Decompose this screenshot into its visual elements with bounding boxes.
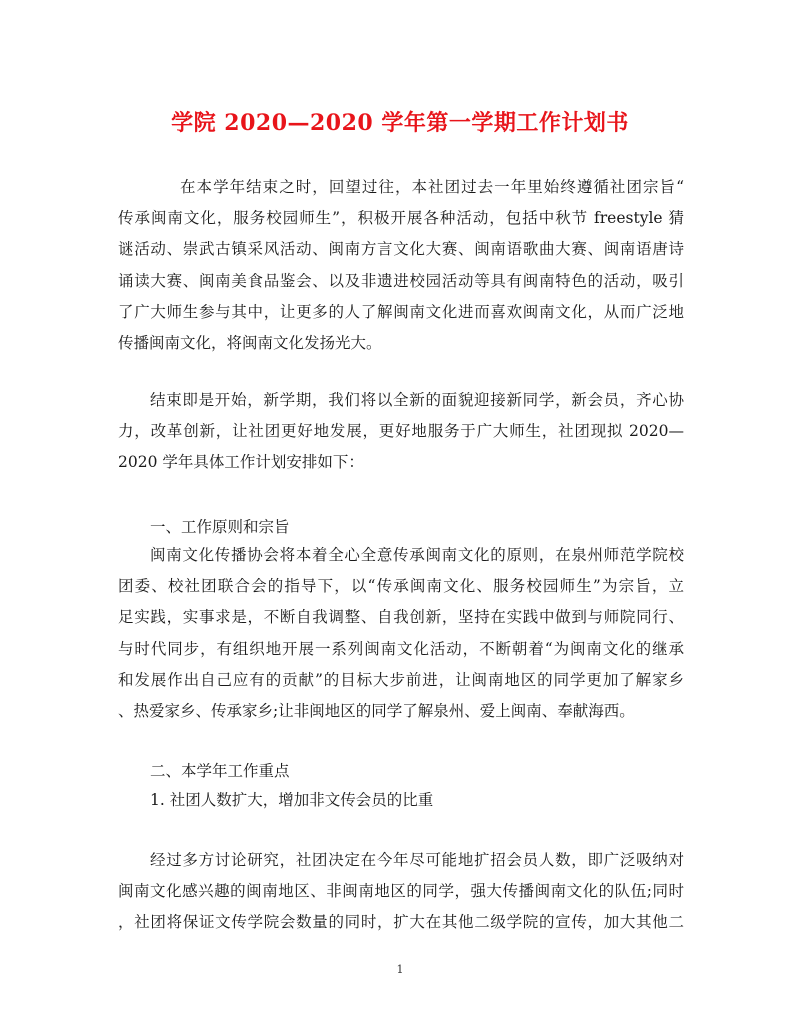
- section-heading-principles: 一、工作原则和宗旨: [150, 518, 290, 536]
- paragraph-intro: [118, 172, 684, 359]
- paragraph-line: 、热爱家乡、传承家乡;让非闽地区的同学了解泉州、爱上闽南、奉献海西。: [118, 701, 635, 720]
- paragraph-line: 闽南文化感兴趣的闽南地区、非闽南地区的同学，强大传播闽南文化的队伍;同时: [118, 882, 684, 901]
- paragraph-line: 闽南文化传播协会将本着全心全意传承闽南文化的原则，在泉州师范学院校: [150, 546, 684, 564]
- paragraph-line: 诵读大赛、闽南美食品鉴会、以及非遗进校园活动等具有闽南特色的活动，吸引: [118, 271, 684, 290]
- paragraph-line: 结束即是开始，新学期，我们将以全新的面貌迎接新同学，新会员，齐心协: [150, 391, 684, 409]
- paragraph-line: 传承闽南文化，服务校园师生”，积极开展各种活动，包括中秋节 freestyle 猜: [118, 209, 684, 228]
- paragraph-line: 足实践，实事求是，不断自我调整、自我创新，坚持在实践中做到与师院同行、: [118, 608, 684, 627]
- paragraph-line: 2020 学年具体工作计划安排如下：: [118, 453, 364, 472]
- paragraph-line: 力，改革创新，让社团更好地发展，更好地服务于广大师生，社团现拟 2020—: [118, 422, 684, 441]
- paragraph-line: 和发展作出自己应有的贡献”的目标大步前进，让闽南地区的同学更加了解家乡: [118, 670, 684, 689]
- paragraph-line: 团委、校社团联合会的指导下，以“传承闽南文化、服务校园师生”为宗旨，立: [118, 577, 684, 596]
- paragraph-principles: [118, 540, 684, 727]
- paragraph-plan-intro: [118, 385, 684, 479]
- section-heading-focus: 二、本学年工作重点: [150, 762, 290, 780]
- subsection-heading-membership: 1. 社团人数扩大，增加非文传会员的比重: [150, 791, 434, 809]
- page-number: 1: [396, 963, 404, 976]
- paragraph-membership: [118, 845, 684, 939]
- paragraph-line: 谜活动、崇武古镇采风活动、闽南方言文化大赛、闽南语歌曲大赛、闽南语唐诗: [118, 240, 684, 259]
- paragraph-line: 在本学年结束之时，回望过往，本社团过去一年里始终遵循社团宗旨“: [180, 178, 684, 196]
- document-title: 学院 2020—2020 学年第一学期工作计划书: [171, 110, 629, 136]
- paragraph-line: ，社团将保证文传学院会数量的同时，扩大在其他二级学院的宣传，加大其他二: [118, 913, 684, 932]
- paragraph-line: 经过多方讨论研究，社团决定在今年尽可能地扩招会员人数，即广泛吸纳对: [150, 851, 684, 869]
- paragraph-line: 传播闽南文化，将闽南文化发扬光大。: [118, 333, 382, 352]
- paragraph-line: 了广大师生参与其中，让更多的人了解闽南文化进而喜欢闽南文化，从而广泛地: [118, 302, 684, 321]
- paragraph-line: 与时代同步，有组织地开展一系列闽南文化活动，不断朝着“为闽南文化的继承: [118, 639, 684, 658]
